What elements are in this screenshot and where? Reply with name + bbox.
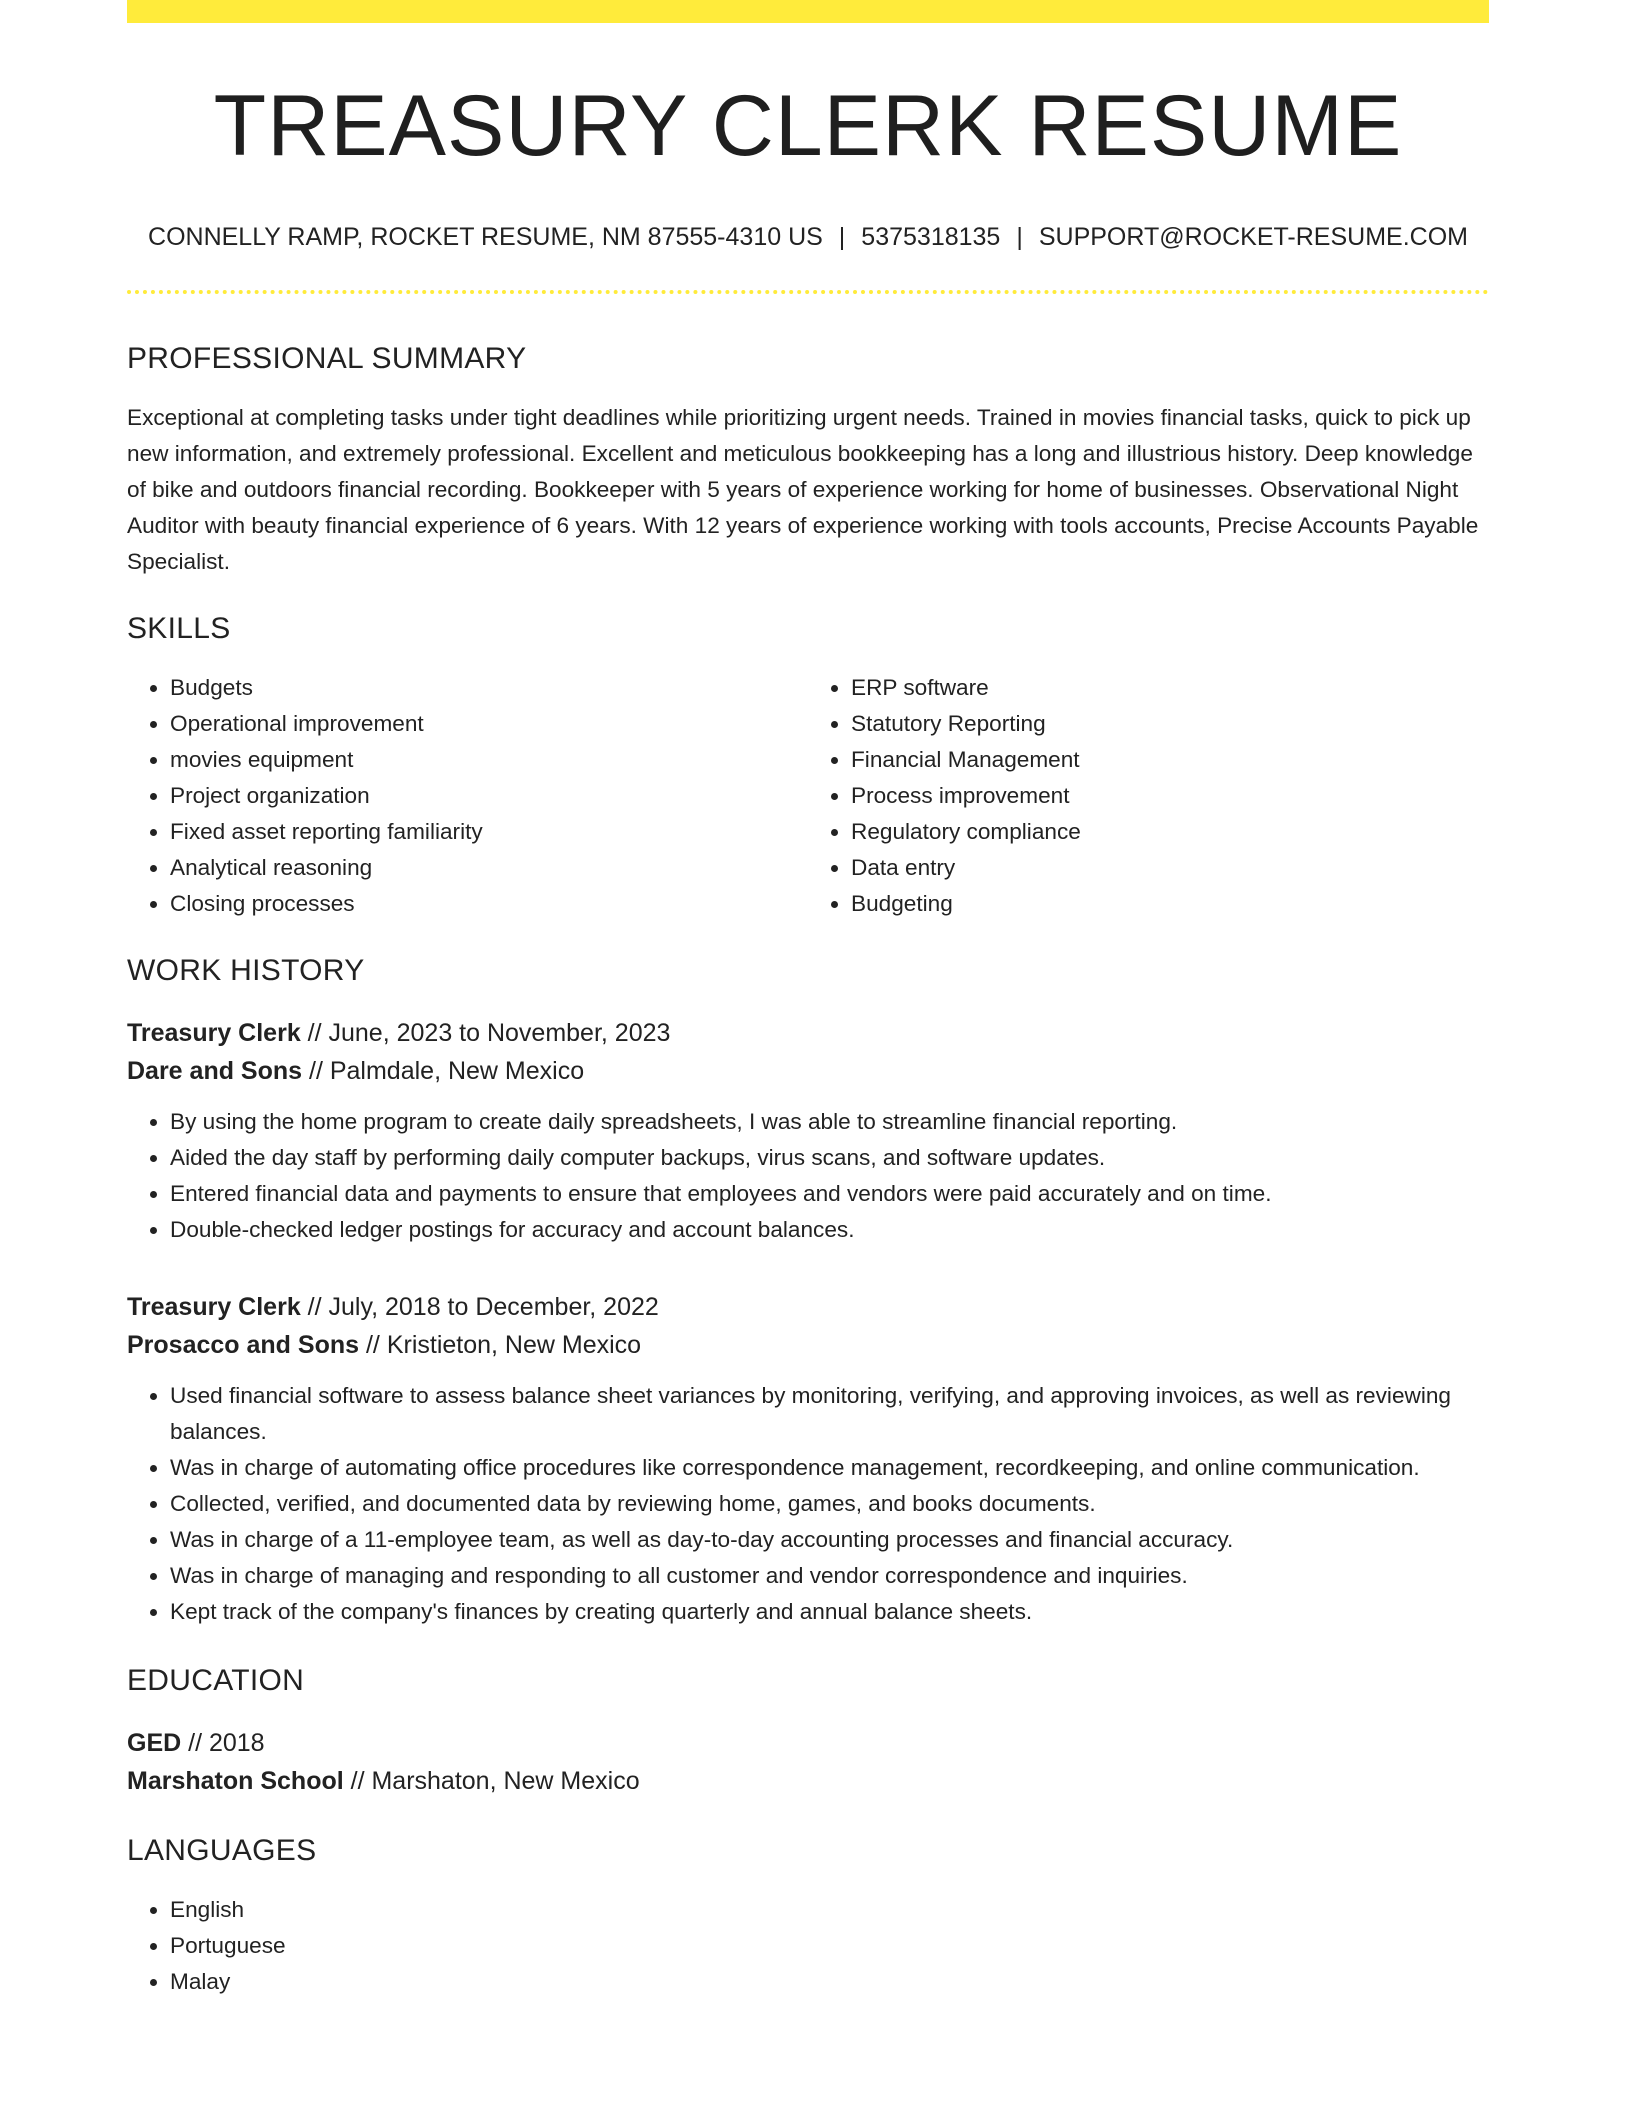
job-bullet: • Used financial software to assess balance sheet variances by monitoring, verifying, and approving invoices, as well as reviewing balances.: [170, 1378, 1489, 1450]
skills-heading: SKILLS: [127, 612, 231, 645]
skill-item: • Operational improvement: [170, 706, 808, 742]
skill-item: • Analytical reasoning: [170, 850, 808, 886]
job-title-line: [127, 1288, 1489, 1326]
job-bullet: • Entered financial data and payments to ensure that employees and vendors were paid accurately and on time.: [170, 1176, 1489, 1212]
education-location: // Marshaton, New Mexico: [343, 1767, 640, 1795]
work-history-heading: WORK HISTORY: [127, 954, 365, 987]
language-item: • Malay: [170, 1964, 1489, 2000]
contact-line: [127, 225, 1489, 250]
job-title-line: [127, 1014, 1489, 1052]
contact-address: CONNELLY RAMP, ROCKET RESUME, NM 87555-4310 US: [148, 223, 823, 251]
job-dates: // June, 2023 to November, 2023: [300, 1019, 671, 1047]
job-bullet: • By using the home program to create daily spreadsheets, I was able to streamline financial reporting.: [170, 1104, 1489, 1140]
language-item: • English: [170, 1892, 1489, 1928]
skill-item: • ERP software: [851, 670, 1489, 706]
dotted-divider: [127, 290, 1489, 294]
job-role: Treasury Clerk: [127, 1293, 301, 1321]
skill-item: • movies equipment: [170, 742, 808, 778]
job-entry: [127, 1014, 1489, 1248]
job-role: Treasury Clerk: [127, 1019, 301, 1047]
skill-item: • Regulatory compliance: [851, 814, 1489, 850]
job-bullet: • Kept track of the company's finances by creating quarterly and annual balance sheets.: [170, 1594, 1489, 1630]
education-school: Marshaton School: [127, 1767, 344, 1795]
skill-item: • Closing processes: [170, 886, 808, 922]
skills-left-column: [127, 670, 808, 922]
job-company-line: [127, 1326, 1489, 1364]
skill-item: • Process improvement: [851, 778, 1489, 814]
summary-heading: PROFESSIONAL SUMMARY: [127, 342, 527, 375]
education-heading: EDUCATION: [127, 1664, 305, 1697]
job-location: // Palmdale, New Mexico: [302, 1057, 585, 1085]
job-dates: // July, 2018 to December, 2022: [300, 1293, 659, 1321]
job-company: Dare and Sons: [127, 1057, 303, 1085]
skills-right-column: [808, 670, 1489, 922]
contact-separator: |: [838, 223, 846, 251]
accent-top-bar: [127, 0, 1489, 23]
education-degree-line: [127, 1724, 1489, 1762]
job-bullet: • Double-checked ledger postings for accuracy and account balances.: [170, 1212, 1489, 1248]
skill-item: • Project organization: [170, 778, 808, 814]
languages-list: [127, 1892, 1489, 2000]
job-bullet: • Collected, verified, and documented data by reviewing home, games, and books documents.: [170, 1486, 1489, 1522]
job-bullet: • Was in charge of automating office procedures like correspondence management, recordkeeping, and online communication.: [170, 1450, 1489, 1486]
skill-item: • Statutory Reporting: [851, 706, 1489, 742]
job-bullets: [127, 1104, 1489, 1248]
contact-separator: |: [1016, 223, 1023, 251]
skill-item: • Financial Management: [851, 742, 1489, 778]
job-bullet: • Was in charge of managing and responding to all customer and vendor correspondence and inquiries.: [170, 1558, 1489, 1594]
education-degree: GED: [127, 1729, 182, 1757]
job-bullet: • Was in charge of a 11-employee team, as well as day-to-day accounting processes and financial accuracy.: [170, 1522, 1489, 1558]
education-year: // 2018: [181, 1729, 265, 1757]
education-school-line: [127, 1762, 1489, 1800]
job-bullet: • Aided the day staff by performing daily computer backups, virus scans, and software updates.: [170, 1140, 1489, 1176]
contact-email: SUPPORT@ROCKET-RESUME.COM: [1038, 223, 1468, 251]
job-bullets: [127, 1378, 1489, 1630]
job-location: // Kristieton, New Mexico: [359, 1331, 642, 1359]
skill-item: • Budgeting: [851, 886, 1489, 922]
job-company-line: [127, 1052, 1489, 1090]
skills-grid: [127, 670, 1489, 922]
education-entry: [127, 1724, 1489, 1800]
language-item: • Portuguese: [170, 1928, 1489, 1964]
skill-item: • Budgets: [170, 670, 808, 706]
skill-item: • Data entry: [851, 850, 1489, 886]
languages-heading: LANGUAGES: [127, 1834, 317, 1867]
summary-text: Exceptional at completing tasks under tight deadlines while prioritizing urgent needs. Trained in movies financial tasks, quick to pick up new information, and extremely professional. Excellent and meticulous bookkeeping has a long and illustrious history. Deep knowledge of bike and outdoors financial recording. Bookkeeper with 5 years of experience working for home of businesses. Observational Night Auditor with beauty financial experience of 6 years. With 12 years of experience working with tools accounts, Precise Accounts Payable Specialist.: [127, 405, 1479, 574]
contact-phone: 5375318135: [861, 223, 1001, 251]
job-company: Prosacco and Sons: [127, 1331, 360, 1359]
resume-page: [127, 0, 1489, 2000]
skill-item: • Fixed asset reporting familiarity: [170, 814, 808, 850]
job-entry: [127, 1288, 1489, 1630]
resume-title: TREASURY CLERK RESUME: [213, 78, 1403, 174]
